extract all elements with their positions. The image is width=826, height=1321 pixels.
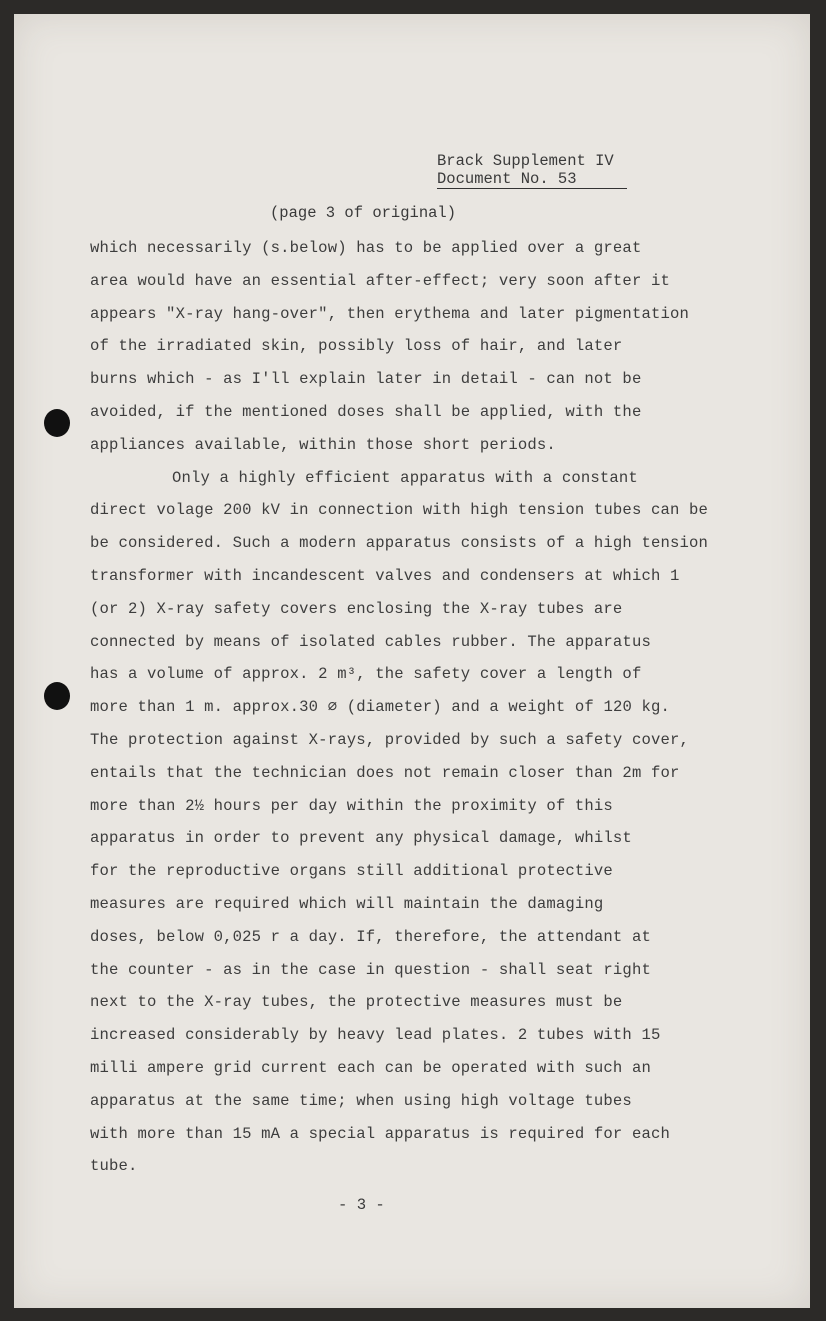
text-line: burns which - as I'll explain later in detail - can not be (90, 370, 642, 389)
text-line: The protection against X-rays, provided by such a safety cover, (90, 730, 689, 749)
text-line: apparatus at the same time; when using high voltage tubes (90, 1091, 632, 1110)
text-line: (or 2) X-ray safety covers enclosing the X-ray tubes are (90, 599, 623, 618)
text-line: area would have an essential after-effect; very soon after it (90, 271, 670, 290)
text-line: more than 2½ hours per day within the proximity of this (90, 796, 613, 815)
text-line: tube. (90, 1157, 138, 1176)
text-line: entails that the technician does not remain closer than 2m for (90, 763, 680, 782)
page-number: - 3 - (338, 1196, 385, 1214)
text-line: milli ampere grid current each can be operated with such an (90, 1058, 651, 1077)
text-line: doses, below 0,025 r a day. If, therefore, the attendant at (90, 927, 651, 946)
text-line: transformer with incandescent valves and condensers at which 1 (90, 566, 680, 585)
supplement-label: Brack Supplement IV (437, 152, 614, 170)
text-line: with more than 15 mA a special apparatus is required for each (90, 1124, 670, 1143)
text-line: direct volage 200 kV in connection with high tension tubes can be (90, 501, 709, 520)
original-page-note: (page 3 of original) (270, 204, 457, 222)
text-line: of the irradiated skin, possibly loss of hair, and later (90, 337, 623, 356)
punch-hole-lower (44, 682, 70, 710)
text-line: appears "X-ray hang-over", then erythema and later pigmentation (90, 304, 689, 323)
text-line: connected by means of isolated cables rubber. The apparatus (90, 632, 651, 651)
text-line-paragraph-start: Only a highly efficient apparatus with a constant (172, 468, 638, 487)
body-text (90, 232, 750, 1183)
text-line: for the reproductive organs still additional protective (90, 862, 613, 881)
text-line: avoided, if the mentioned doses shall be applied, with the (90, 402, 642, 421)
text-line: which necessarily (s.below) has to be applied over a great (90, 239, 642, 257)
text-line: apparatus in order to prevent any physical damage, whilst (90, 829, 632, 848)
text-line: measures are required which will maintain the damaging (90, 894, 604, 913)
text-line: appliances available, within those short periods. (90, 435, 556, 454)
text-line: has a volume of approx. 2 m³, the safety cover a length of (90, 665, 642, 684)
document-header (437, 152, 627, 189)
text-line: be considered. Such a modern apparatus consists of a high tension (90, 534, 709, 553)
text-line: more than 1 m. approx.30 ∅ (diameter) and a weight of 120 kg. (90, 698, 671, 717)
text-line: increased considerably by heavy lead plates. 2 tubes with 15 (90, 1026, 661, 1045)
document-number: Document No. 53 (437, 170, 627, 189)
punch-hole-upper (44, 409, 70, 437)
text-line: the counter - as in the case in question - shall seat right (90, 960, 651, 979)
text-line: next to the X-ray tubes, the protective measures must be (90, 993, 623, 1012)
